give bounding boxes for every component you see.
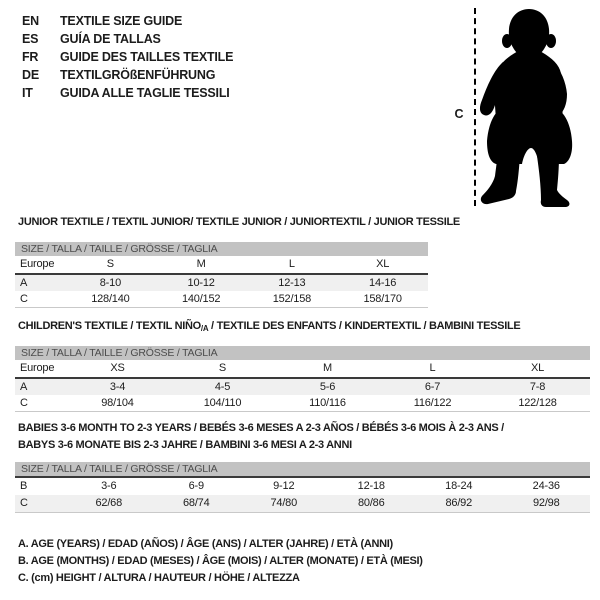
- babies-table-title-line1: BABIES 3-6 MONTH TO 2-3 YEARS / BEBÉS 3-6 MESES A 2-3 AÑOS / BÉBÉS 3-6 MOIS À 2-3 ANS /: [18, 422, 504, 434]
- language-row: [22, 12, 233, 30]
- table-cell: 6-7: [424, 381, 441, 393]
- table-cell: L: [288, 258, 295, 270]
- table-cell: 12-18: [357, 480, 385, 492]
- table-cell: XL: [530, 362, 545, 374]
- row-label: C: [20, 497, 28, 509]
- table-cell: XS: [110, 362, 125, 374]
- language-title: TEXTILE SIZE GUIDE: [60, 14, 183, 28]
- table-cell: 10-12: [187, 277, 215, 289]
- row-label: A: [20, 381, 28, 393]
- table-cell: M: [196, 258, 206, 270]
- row-label: Europe: [20, 258, 55, 270]
- size-bar-label: SIZE / TALLA / TAILLE / GRÖSSE / TAGLIA: [15, 346, 590, 360]
- language-title: GUIDE DES TAILLES TEXTILE: [60, 50, 234, 64]
- row-label: C: [20, 397, 28, 409]
- table-row: [15, 291, 428, 307]
- height-measure-dashed-line: [474, 8, 476, 206]
- babies-table-title-line2: BABYS 3-6 MONATE BIS 2-3 JAHRE / BAMBINI 3-6 MESI A 2-3 ANNI: [18, 439, 352, 451]
- table-cell: 92/98: [532, 497, 560, 509]
- table-cell: L: [429, 362, 436, 374]
- table-cell: 24-36: [532, 480, 560, 492]
- language-title-list: [22, 12, 233, 102]
- size-bar-label: SIZE / TALLA / TAILLE / GRÖSSE / TAGLIA: [15, 242, 428, 256]
- table-header-row: [15, 360, 590, 379]
- table-row: [15, 275, 428, 291]
- table-cell: 18-24: [445, 480, 473, 492]
- row-label: A: [20, 277, 28, 289]
- table-cell: 6-9: [188, 480, 204, 492]
- table-cell: 122/128: [518, 397, 557, 409]
- table-rows: [15, 478, 590, 513]
- language-row: [22, 48, 233, 66]
- language-row: [22, 30, 233, 48]
- table-cell: 5-6: [319, 381, 336, 393]
- language-code: DE: [22, 68, 39, 82]
- height-measure-label: C: [454, 107, 464, 121]
- table-cell: 4-5: [214, 381, 231, 393]
- table-cell: XL: [376, 258, 390, 270]
- table-cell: 8-10: [99, 277, 121, 289]
- table-cell: 74/80: [270, 497, 298, 509]
- note-age-years: A. AGE (YEARS) / EDAD (AÑOS) / ÂGE (ANS) / ALTER (JAHRE) / ETÀ (ANNI): [18, 538, 393, 550]
- table-cell: 14-16: [369, 277, 397, 289]
- language-row: [22, 66, 233, 84]
- language-title: TEXTILGRÖßENFÜHRUNG: [60, 68, 216, 82]
- table-row: [15, 478, 590, 495]
- toddler-silhouette-image: [477, 8, 577, 208]
- table-cell: 9-12: [273, 480, 295, 492]
- table-cell: 80/86: [357, 497, 385, 509]
- children-title-subscript: /A: [200, 324, 209, 333]
- table-cell: M: [323, 362, 332, 374]
- table-cell: 12-13: [278, 277, 306, 289]
- table-cell: 86/92: [445, 497, 473, 509]
- children-size-table: [15, 346, 590, 412]
- note-height-cm: C. (cm) HEIGHT / ALTURA / HAUTEUR / HÖHE / ALTEZZA: [18, 572, 300, 584]
- table-cell: 128/140: [91, 293, 130, 305]
- language-code: EN: [22, 14, 39, 28]
- row-label: B: [20, 480, 28, 492]
- junior-table-title: JUNIOR TEXTILE / TEXTIL JUNIOR/ TEXTILE JUNIOR / JUNIORTEXTIL / JUNIOR TESSILE: [18, 216, 460, 228]
- junior-size-table: [15, 242, 428, 308]
- language-code: ES: [22, 32, 39, 46]
- table-cell: 104/110: [203, 397, 242, 409]
- note-age-months: B. AGE (MONTHS) / EDAD (MESES) / ÂGE (MOIS) / ALTER (MONATE) / ETÀ (MESI): [18, 555, 423, 567]
- table-cell: 152/158: [272, 293, 312, 305]
- language-code: IT: [22, 86, 33, 100]
- language-code: FR: [22, 50, 39, 64]
- table-row: [15, 379, 590, 395]
- babies-size-table: [15, 462, 590, 513]
- table-cell: S: [106, 258, 114, 270]
- table-header-row: [15, 256, 428, 275]
- table-row: [15, 495, 590, 512]
- table-cell: 158/170: [363, 293, 402, 305]
- language-title: GUIDA ALLE TAGLIE TESSILI: [60, 86, 230, 100]
- language-row: [22, 84, 233, 102]
- children-table-title: [18, 319, 520, 336]
- table-cell: 62/68: [95, 497, 123, 509]
- table-cell: 3-4: [109, 381, 126, 393]
- table-cell: 68/74: [182, 497, 210, 509]
- table-cell: 98/104: [101, 397, 134, 409]
- table-cell: 110/116: [309, 397, 346, 409]
- table-rows: [15, 256, 428, 308]
- table-cell: S: [218, 362, 227, 374]
- table-cell: 140/152: [181, 293, 221, 305]
- table-cell: 7-8: [529, 381, 546, 393]
- children-title-post: / TEXTILE DES ENFANTS / KINDERTEXTIL / BAMBINI TESSILE: [208, 320, 521, 332]
- table-row: [15, 395, 590, 411]
- row-label: Europe: [20, 362, 55, 374]
- table-rows: [15, 360, 590, 412]
- table-cell: 3-6: [101, 480, 117, 492]
- table-cell: 116/122: [413, 397, 452, 409]
- children-title-pre: CHILDREN'S TEXTILE / TEXTIL NIÑO: [18, 320, 201, 332]
- size-bar-label: SIZE / TALLA / TAILLE / GRÖSSE / TAGLIA: [15, 462, 590, 478]
- row-label: C: [20, 293, 28, 305]
- language-title: GUÍA DE TALLAS: [60, 32, 161, 46]
